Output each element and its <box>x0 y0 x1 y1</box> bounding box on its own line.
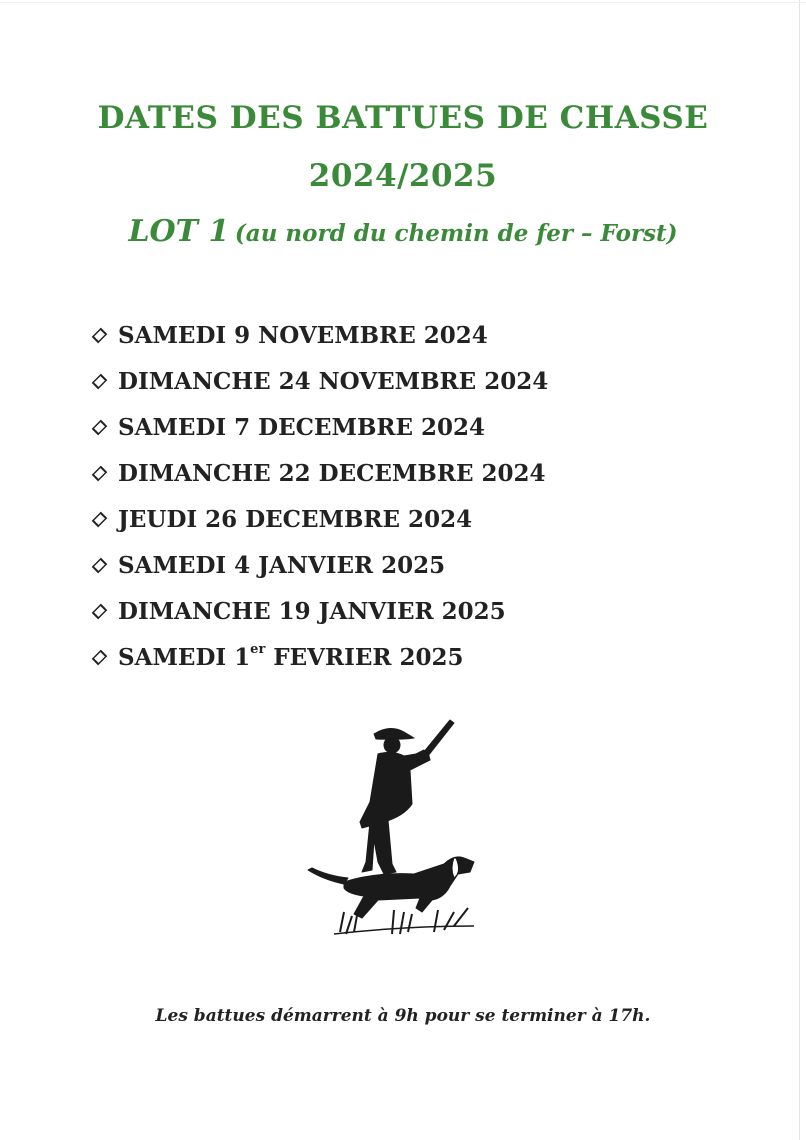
date-item <box>90 404 548 450</box>
date-label: DIMANCHE 19 JANVIER 2025 <box>118 597 506 625</box>
dates-list <box>90 312 548 680</box>
date-label-prefix: SAMEDI 1 <box>118 643 251 671</box>
lot-subtitle <box>0 214 806 249</box>
diamond-bullet-icon <box>92 603 108 619</box>
date-label: JEUDI 26 DECEMBRE 2024 <box>118 505 473 533</box>
diamond-bullet-icon <box>92 511 108 527</box>
diamond-bullet-icon <box>92 557 108 573</box>
hunter-with-dog-illustration <box>304 712 484 942</box>
diamond-bullet-icon <box>92 373 108 389</box>
date-label: SAMEDI 9 NOVEMBRE 2024 <box>118 321 488 349</box>
date-label: DIMANCHE 24 NOVEMBRE 2024 <box>118 367 549 395</box>
hunter-jacket <box>360 752 430 828</box>
date-item <box>90 358 548 404</box>
dog-tail <box>308 868 348 884</box>
date-label-suffix: FEVRIER 2025 <box>265 643 464 671</box>
diamond-bullet-icon <box>92 419 108 435</box>
shotgun-icon <box>423 720 454 756</box>
date-item <box>90 496 548 542</box>
diamond-bullet-icon <box>92 465 108 481</box>
date-label: SAMEDI 4 JANVIER 2025 <box>118 551 446 579</box>
page-title: DATES DES BATTUES DE CHASSE <box>97 100 709 136</box>
date-item <box>90 542 548 588</box>
scan-edge-top <box>0 2 806 3</box>
hunter-legs <box>362 820 396 874</box>
hunter-head <box>384 737 400 753</box>
date-label <box>118 641 464 671</box>
date-label: SAMEDI 7 DECEMBRE 2024 <box>118 413 486 441</box>
date-item <box>90 634 548 680</box>
date-label: DIMANCHE 22 DECEMBRE 2024 <box>118 459 546 487</box>
diamond-bullet-icon <box>92 649 108 665</box>
lot-location: (au nord du chemin de fer – Forst) <box>234 220 678 247</box>
season-title: 2024/2025 <box>308 158 498 194</box>
lot-label: LOT 1 <box>128 214 230 249</box>
date-item <box>90 588 548 634</box>
date-item <box>90 312 548 358</box>
ordinal-superscript: er <box>250 641 266 657</box>
date-item <box>90 450 548 496</box>
diamond-bullet-icon <box>92 327 108 343</box>
start-end-time-note: Les battues démarrent à 9h pour se terminer à 17h. <box>155 1006 651 1026</box>
